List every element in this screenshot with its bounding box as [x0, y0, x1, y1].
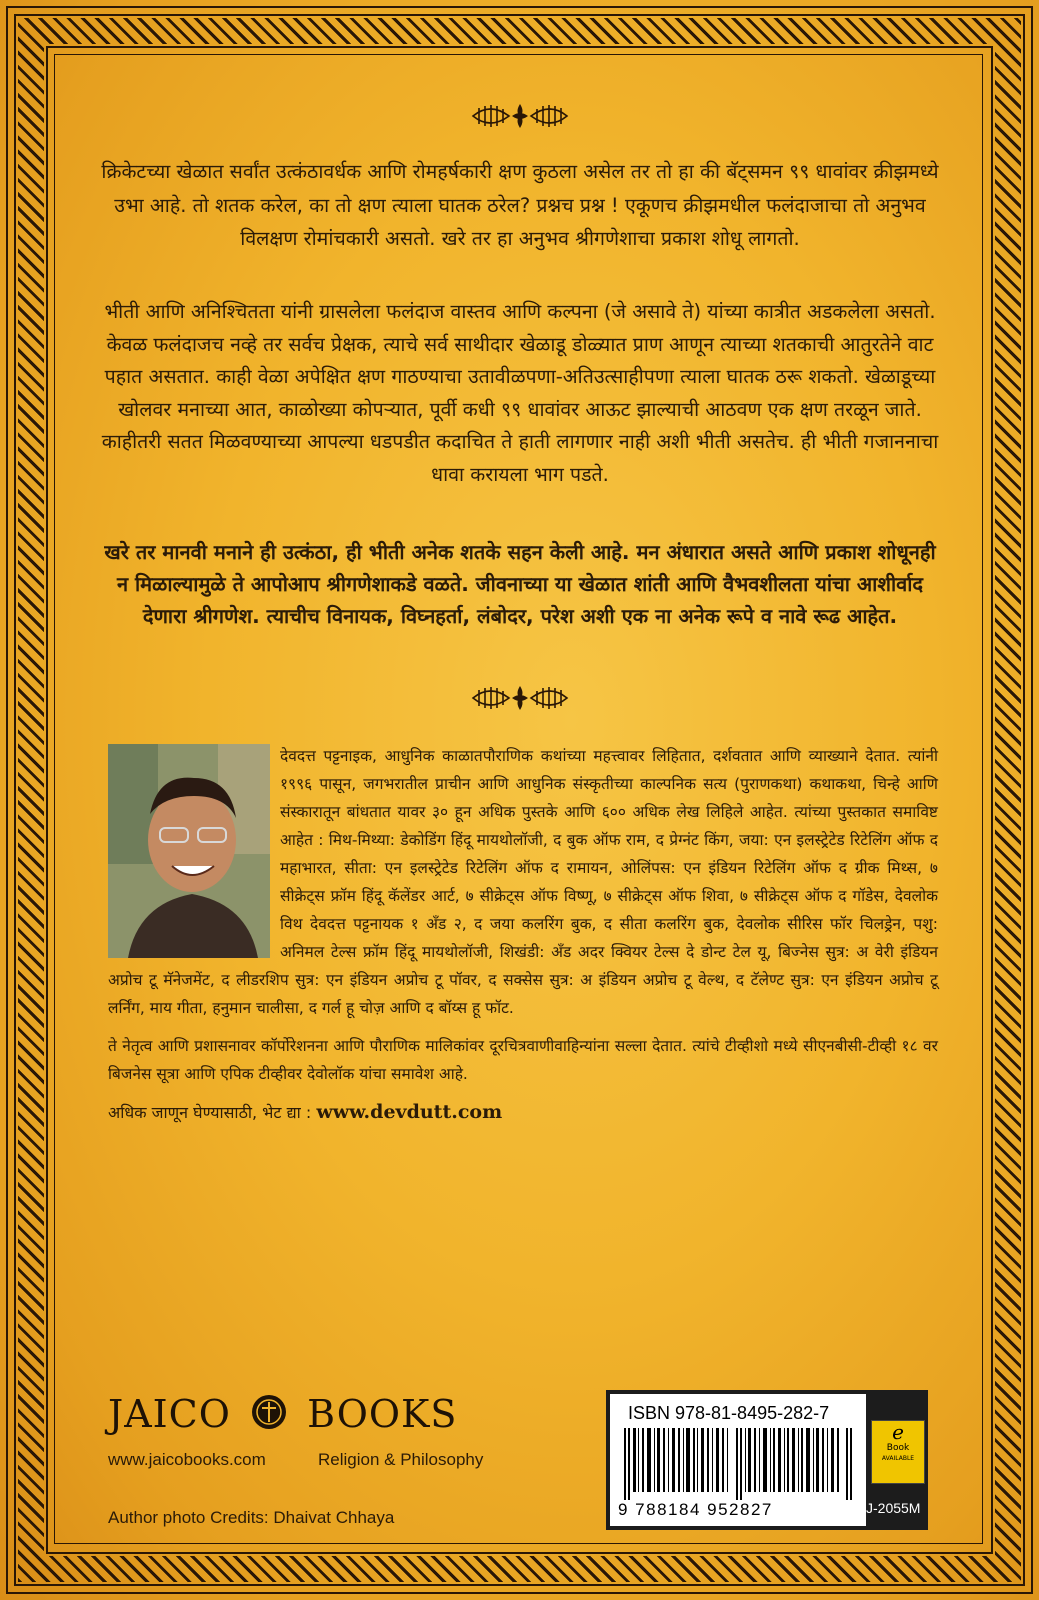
ebook-book-label: Book [886, 1443, 910, 1453]
publisher-website[interactable]: www.jaicobooks.com [108, 1450, 266, 1469]
middle-ornament [0, 680, 1039, 720]
blurb-paragraph-3: खरे तर मानवी मनाने ही उत्कंठा, ही भीती अनेक शतके सहन केली आहे. मन अंधारात असते आणि प्रकाश शोधूनही न मिळाल्यामुळे ते आपोआप श्रीगणेशाकडे वळते. जीवनाच्या या खेळात शांती आणि वैभवशीलता यांचा आशीर्वाद देणारा श्रीगणेश. त्याचीच विनायक, विघ्नहर्ता, लंबोदर, परेश अशी एक ना अनेक रूपे व नावे रूढ आहेत. [104, 540, 936, 628]
author-bio [108, 742, 938, 1137]
ebook-e-icon: e [892, 1420, 904, 1444]
publisher-name-left: JAICO [108, 1392, 231, 1436]
bio-paragraph-3 [108, 1098, 938, 1127]
publisher-name-right: BOOKS [307, 1392, 458, 1436]
bio-paragraph-2: ते नेतृत्व आणि प्रशासनावर कॉर्पोरेशनना आणि पौराणिक मालिकांवर दूरचित्रवाणीवाहिन्यांना सल्ला देतात. त्यांचे टीव्हीशो मध्ये सीएनबीसी-टीव्ही १८ वर बिजनेस सूत्रा आणि एपिक टीव्हीवर देवोलॉक यांचा समावेश आहे. [108, 1037, 938, 1083]
jaico-emblem-icon [250, 1393, 288, 1431]
publisher-logo [108, 1392, 457, 1436]
top-ornament [0, 98, 1039, 138]
bio-paragraph-1: देवदत्त पट्टनाइक, आधुनिक काळातपौराणिक कथांच्या महत्त्वावर लिहितात, दर्शवतात आणि व्याख्याने देतात. त्यांनी १९९६ पासून, जगभरातील प्राचीन आणि आधुनिक संस्कृतीच्या काल्पनिक सत्य (पुराणकथा) कथाकथा, चिन्हे आणि संस्कारातून बांधतात यावर ३० हून अधिक पुस्तके आणि ६०० अधिक लेख लिहिले आहेत. त्यांच्या पुस्तकात समाविष्ट आहेत : मिथ-मिथ्या: डेकोडिंग हिंदू मायथोलॉजी, द बुक ऑफ राम, द प्रेग्नंट किंग, जया: एन इलस्ट्रेटेड रिटेलिंग ऑफ द महाभारत, सीता: एन इलस्ट्रेटेड रिटेलिंग ऑफ द रामायन, ओलिंपस: एन इंडियन रिटेलिंग ऑफ द ग्रीक मिथ्स, ७ सीक्रेट्स फ्रॉम हिंदू कॅलेंडर आर्ट, ७ सीक्रेट्स ऑफ विष्णू, ७ सीक्रेट्स ऑफ शिवा, ७ सीक्रेट्स ऑफ द गॉडेस, देवलोक विथ देवदत्त पट्टनायक १ अँड २, द जया कलरिंग बुक, द सीता कलरिंग बुक, देवलोक सीरिस फॉर चिलड्रेन, पशु: अनिमल टेल्स फ्रॉम हिंदू मायथोलॉजी, शिखंडी: अँड अदर क्वियर टेल्स दे डोन्ट टेल यू, बिज्नेस सुत्र: अ वेरी इंडियन अप्रोच टू मॅनेजमेंट, द लीडरशिप सुत्र: एन इंडियन अप्रोच टू पॉवर, द सक्सेस सुत्र: अ इंडियन अप्रोच टू वेल्थ, द टॅलेण्ट सुत्र: एन इंडियन अप्रोच टू लर्निंग, माय गीता, हनुमान चालीसा, द गर्ल हू चोज़ आणि द बॉय्स हू फॉट. [108, 747, 938, 1017]
floral-ornament-icon [465, 680, 575, 716]
floral-ornament-icon [465, 98, 575, 134]
author-website-link[interactable]: www.devdutt.com [316, 1101, 503, 1123]
barcode-digits: 9 788184 952827 [618, 1500, 773, 1519]
ebook-available-label: AVAILABLE [881, 1455, 915, 1462]
catalog-code: J-2055M [866, 1500, 921, 1516]
isbn-text: ISBN 978-81-8495-282-7 [628, 1403, 830, 1423]
blurb-paragraph-2: भीती आणि अनिश्चितता यांनी ग्रासलेला फलंदाज वास्तव आणि कल्पना (जे असावे ते) यांच्या कात्रीत अडकलेला असतो. केवळ फलंदाजच नव्हे तर सर्वच प्रेक्षक, त्याचे सर्व साथीदार खेळाडू डोळ्यात प्राण आणून त्याच्या शतकाची आतुरतेने वाट पहात असतात. काही वेळा अपेक्षित क्षण गाठण्याचा उतावीळपणा-अतिउत्साहीपणा त्याला घातक ठरू शकतो. खेळाडूच्या खोलवर मनाच्या आत, काळोख्या कोपऱ्यात, पूर्वी कधी ९९ धावांवर आऊट झाल्याची आठवण एक क्षण तरळून जाते. काहीतरी सतत मिळवण्याच्या आपल्या धडपडीत कदाचित ते हाती लागणार नाही अशी भीती असतेच. ही भीती गजाननाचा धावा करायला भाग पडते. [101, 300, 939, 486]
visit-label: अधिक जाणून घेण्यासाठी, भेट द्या : [108, 1103, 312, 1122]
photo-credit: Author photo Credits: Dhaivat Chhaya [108, 1508, 395, 1527]
barcode-bars [624, 1428, 856, 1500]
book-category: Religion & Philosophy [318, 1450, 484, 1469]
ebook-badge [871, 1420, 925, 1484]
blurb-paragraph-1: क्रिकेटच्या खेळात सर्वांत उत्कंठावर्धक आणि रोमहर्षकारी क्षण कुठला असेल तर तो हा की बॅट्समन ९९ धावांवर क्रीझमध्ये उभा आहे. तो शतक करेल, का तो क्षण त्याला घातक ठरेल? प्रश्नच प्रश्न ! एकूणच क्रीझमधील फलंदाजाचा तो अनुभव विलक्षण रोमांचकारी असतो. खरे तर हा अनुभव श्रीगणेशाचा प्रकाश शोधू लागतो. [101, 160, 939, 250]
